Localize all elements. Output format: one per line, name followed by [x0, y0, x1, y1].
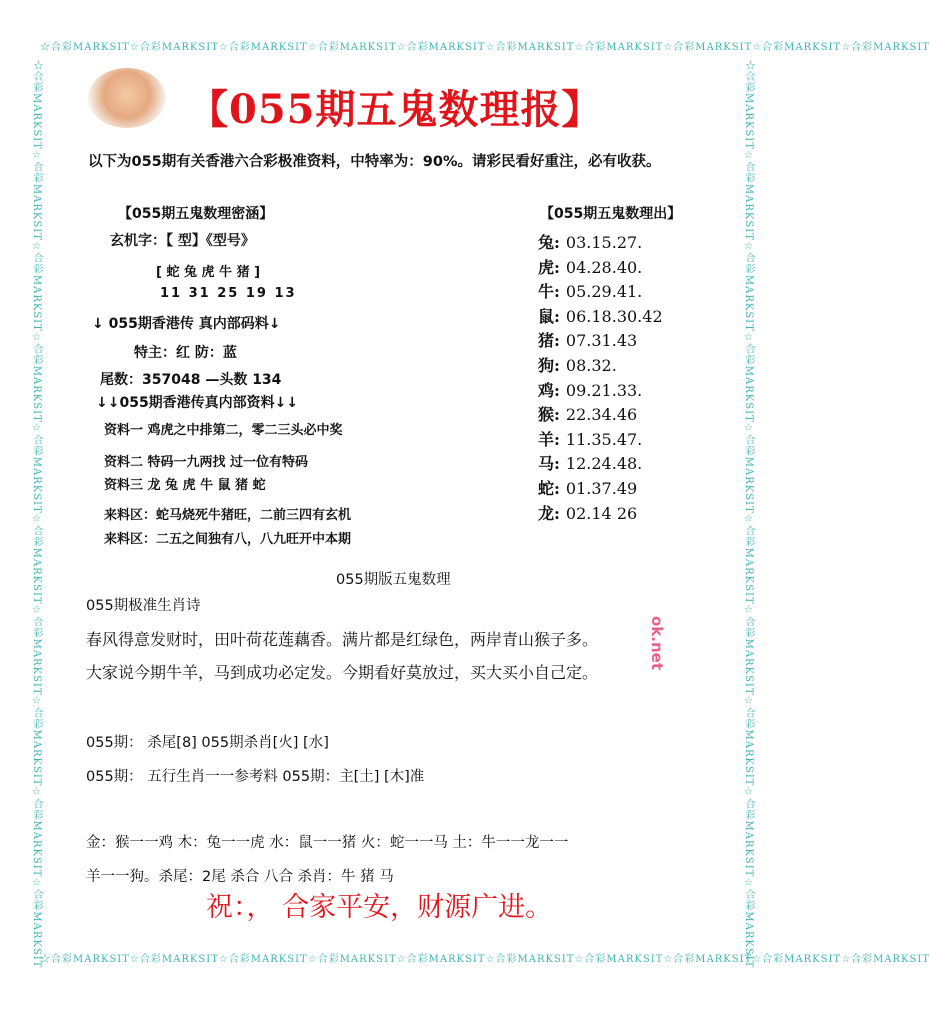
zodiac-numbers: 22.34.46 — [565, 405, 638, 425]
zodiac-label: 鸡: — [538, 380, 560, 400]
zodiac-row — [538, 476, 637, 499]
ziliao-2: 资料二 特码一九两找 过一位有特码 — [104, 455, 309, 470]
zodiac-label: 猴: — [538, 405, 560, 425]
zodiac-numbers: 08.32. — [565, 356, 617, 375]
zodiac-numbers: 05.29.41. — [565, 282, 643, 302]
watermark-bottom: ☆合彩MARKSIT☆合彩MARKSIT☆合彩MARKSIT☆合彩MARKSIT☆合彩MARKSIT☆合彩MARKSIT☆合彩MARKSIT☆合彩MARKSIT☆合彩MARKSIT☆合彩MARKSIT — [40, 954, 930, 965]
zodiac-label: 兔: — [538, 233, 560, 252]
zodiac-label: 龙: — [538, 503, 560, 523]
zodiac-label: 马: — [538, 454, 560, 474]
intro-text: 以下为055期有关香港六合彩极准资料，中特率为：90%。请彩民看好重注，必有收获。 — [88, 154, 661, 170]
poem-title: 055期极准生肖诗 — [86, 598, 201, 614]
zodiac-list: [ 蛇 兔 虎 牛 猪 ] — [156, 265, 261, 280]
watermark-left: ☆合彩MARKSIT☆合彩MARKSIT☆合彩MARKSIT☆合彩MARKSIT☆合彩MARKSIT☆合彩MARKSIT☆合彩MARKSIT☆合彩MARKSIT☆合彩MARKSIT☆合彩MARKSIT — [31, 60, 42, 969]
wuxing-line-1: 金：猴一一鸡 木：兔一一虎 水：鼠一一猪 火：蛇一一马 土：牛一一龙一一 — [86, 835, 569, 851]
poem-line-2: 大家说今期牛羊，马到成功必定发。今期看好莫放过，买大买小自己定。 — [86, 663, 599, 682]
number-list: 11 31 25 19 13 — [160, 286, 297, 301]
zodiac-numbers: 12.24.48. — [565, 454, 643, 474]
zodiac-row — [538, 255, 642, 278]
zodiac-row — [538, 304, 663, 327]
page-title: 【055期五鬼数理报】 — [188, 86, 603, 133]
zodiac-numbers: 02.14 26 — [565, 503, 638, 523]
xuanji-text: 玄机字：【 型】《型号》 — [110, 233, 255, 249]
ziliao-1: 资料一 鸡虎之中排第二，零二三头必中奖 — [104, 423, 343, 438]
tezhu-text: 特主：红 防：蓝 — [134, 345, 237, 361]
stamp-mark: ok.net — [648, 616, 666, 671]
zodiac-row — [538, 353, 617, 376]
watermark-right: ☆合彩MARKSIT☆合彩MARKSIT☆合彩MARKSIT☆合彩MARKSIT☆合彩MARKSIT☆合彩MARKSIT☆合彩MARKSIT☆合彩MARKSIT☆合彩MARKSIT☆合彩MARKSIT — [743, 60, 754, 969]
neibu2-heading: ↓↓055期香港传真内部资料↓↓ — [96, 395, 299, 411]
zodiac-numbers: 09.21.33. — [565, 380, 643, 400]
kill-line-2: 055期： 五行生肖一一参考料 055期：主[土] [木]准 — [86, 769, 425, 785]
zodiac-numbers: 07.31.43 — [565, 331, 638, 351]
zodiac-label: 猪: — [538, 331, 560, 351]
zodiac-row — [538, 279, 642, 302]
zodiac-row — [538, 451, 642, 474]
zodiac-label: 牛: — [538, 282, 560, 302]
weishu-text: 尾数：357048 —头数 134 — [100, 372, 282, 388]
zodiac-row — [538, 230, 642, 253]
zodiac-label: 狗: — [538, 356, 560, 375]
poem-line-1: 春风得意发财时，田叶荷花莲藕香。满片都是红绿色，两岸青山猴子多。 — [86, 630, 599, 649]
zodiac-label: 虎: — [538, 257, 560, 277]
watermark-top: ☆合彩MARKSIT☆合彩MARKSIT☆合彩MARKSIT☆合彩MARKSIT☆合彩MARKSIT☆合彩MARKSIT☆合彩MARKSIT☆合彩MARKSIT☆合彩MARKSIT☆合彩MARKSIT — [40, 42, 930, 53]
laoliao-2: 来料区：二五之间独有八，八九旺开中本期 — [104, 532, 352, 547]
zodiac-numbers: 04.28.40. — [565, 257, 643, 277]
zodiac-row — [538, 402, 637, 425]
zodiac-numbers: 06.18.30.42 — [565, 306, 663, 326]
zodiac-label: 羊: — [538, 429, 560, 449]
zodiac-row — [538, 328, 637, 351]
zodiac-row — [538, 501, 637, 524]
zodiac-row — [538, 378, 642, 401]
wuxing-line-2: 羊一一狗。杀尾：2尾 杀合 八合 杀肖：牛 猪 马 — [86, 869, 394, 885]
subtitle: 055期版五鬼数理 — [336, 572, 451, 588]
right-heading: 【055期五鬼数理出】 — [540, 206, 682, 222]
zodiac-row — [538, 427, 642, 450]
zodiac-label: 鼠: — [538, 306, 560, 326]
zodiac-label: 蛇: — [538, 479, 560, 498]
zodiac-numbers: 01.37.49 — [565, 479, 638, 498]
ziliao-3: 资料三 龙 兔 虎 牛 鼠 猪 蛇 — [104, 478, 266, 493]
kill-line-1: 055期： 杀尾[8] 055期杀肖[火] [水] — [86, 735, 329, 751]
laoliao-1: 来料区：蛇马烧死牛猪旺，二前三四有玄机 — [104, 508, 352, 523]
zodiac-numbers: 11.35.47. — [565, 429, 643, 449]
neibu-heading: ↓ 055期香港传 真内部码料↓ — [92, 316, 281, 332]
left-heading: 【055期五鬼数理密涵】 — [118, 206, 274, 222]
avatar — [88, 68, 166, 128]
greeting: 祝：， 合家平安，财源广进。 — [206, 892, 553, 923]
zodiac-numbers: 03.15.27. — [565, 233, 643, 252]
